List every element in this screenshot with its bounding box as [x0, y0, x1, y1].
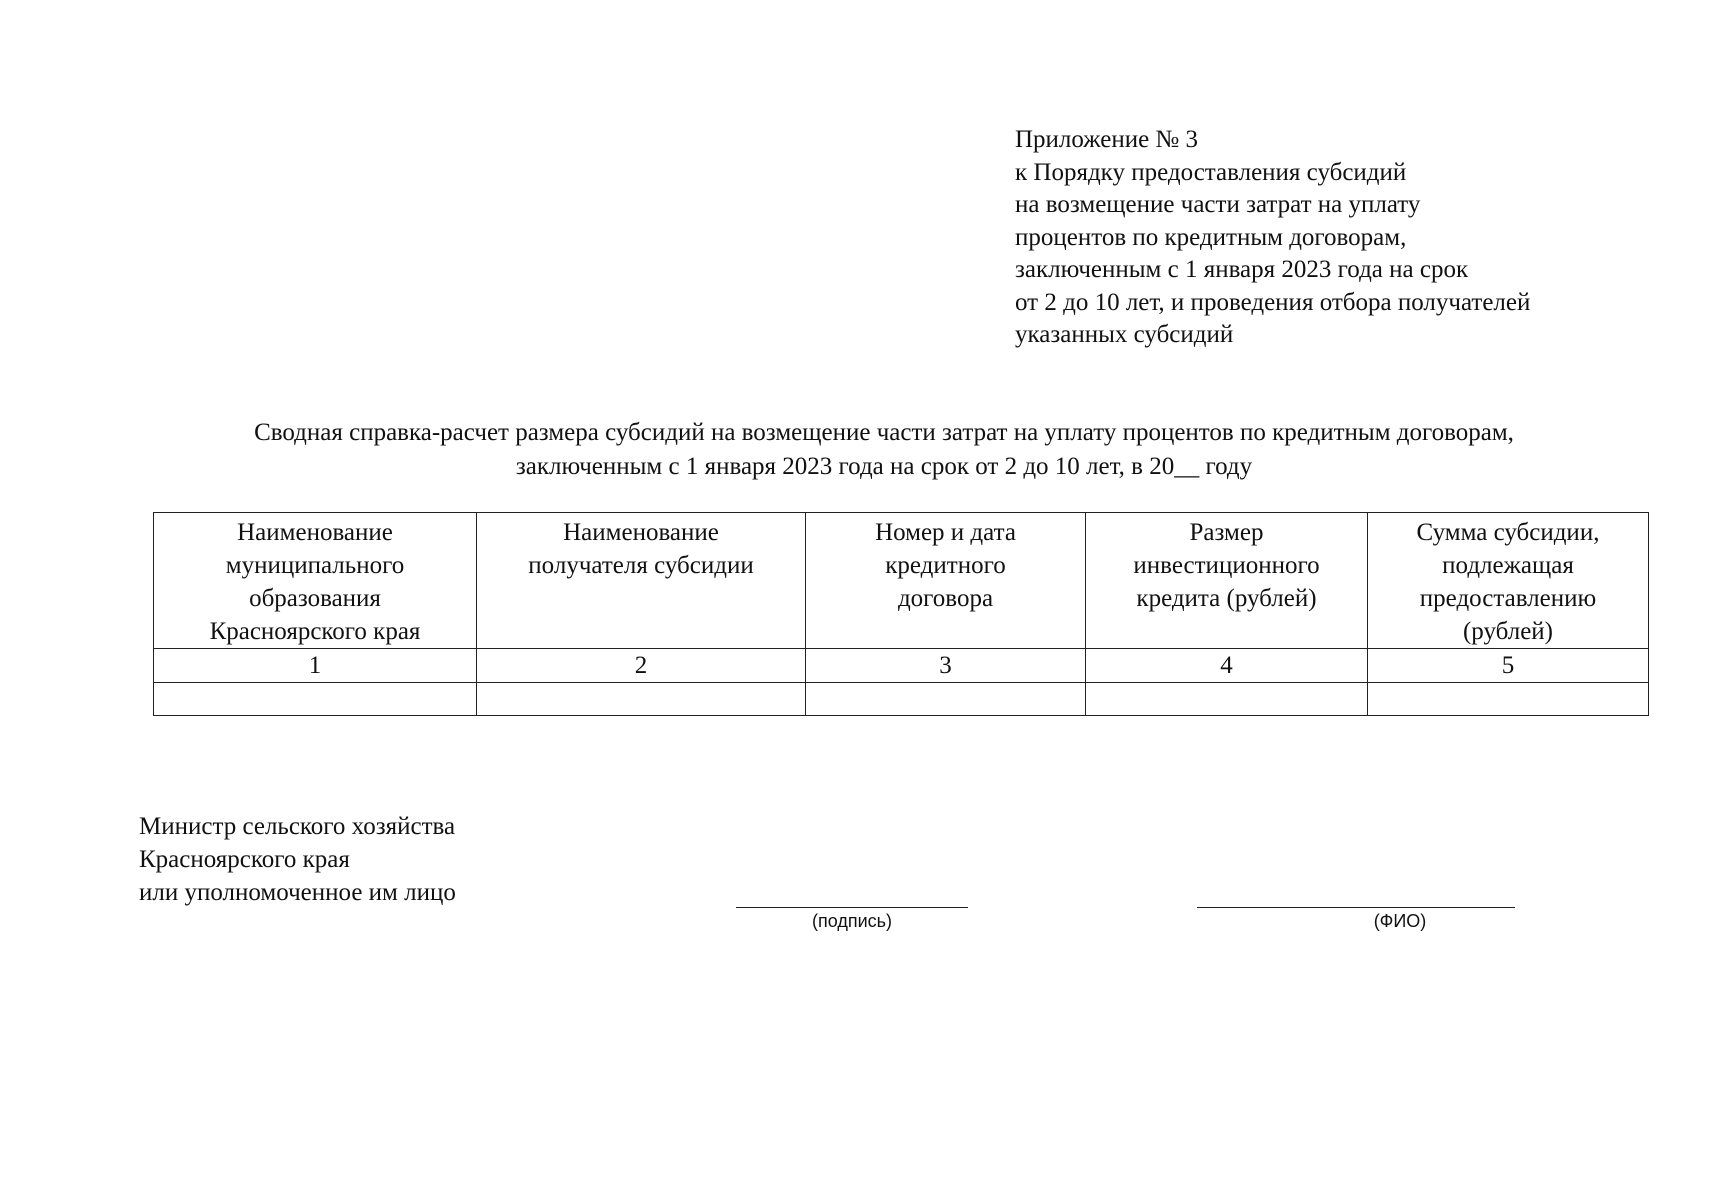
- header-loan-amount: Размер инвестиционного кредита (рублей): [1086, 513, 1368, 649]
- full-name-line: [1197, 907, 1515, 908]
- annex-line: указанных субсидий: [1015, 321, 1234, 348]
- column-number: 3: [806, 649, 1086, 683]
- annex-line: заключенным с 1 января 2023 года на срок: [1015, 256, 1469, 283]
- signer-line: Министр сельского хозяйства: [139, 813, 456, 840]
- document-title: [140, 416, 1628, 484]
- annex-line: от 2 до 10 лет, и проведения отбора получателей: [1015, 288, 1531, 316]
- column-number: 4: [1086, 649, 1368, 683]
- column-number: 5: [1368, 649, 1649, 683]
- signature-line: [736, 907, 968, 908]
- table-cell: [1368, 683, 1649, 716]
- annex-line: Приложение № 3: [1015, 126, 1199, 153]
- signer-line: Красноярского края: [139, 846, 350, 873]
- column-number: 2: [477, 649, 806, 683]
- column-number-row: [154, 649, 1649, 683]
- annex-line: процентов по кредитным договорам,: [1015, 223, 1407, 251]
- column-number: 1: [154, 649, 477, 683]
- header-contract: Номер и дата кредитного договора: [806, 513, 1086, 649]
- table-cell: [477, 683, 806, 716]
- header-subsidy-amount: Сумма субсидии, подлежащая предоставлению (рублей): [1368, 513, 1649, 649]
- full-name-caption: (ФИО): [1373, 911, 1427, 931]
- header-municipality: Наименование муниципального образования Красноярского края: [154, 513, 477, 649]
- signer-block: [139, 810, 456, 909]
- signature-caption: (подпись): [811, 911, 893, 931]
- title-line: заключенным с 1 января 2023 года на срок от 2 до 10 лет, в 20__ году: [515, 453, 1253, 480]
- header-recipient: Наименование получателя субсидии: [477, 513, 806, 649]
- annex-line: к Порядку предоставления субсидий: [1015, 158, 1407, 186]
- signer-line: или уполномоченное им лицо: [139, 879, 456, 906]
- table-row: [154, 683, 1649, 716]
- table-cell: [1086, 683, 1368, 716]
- table-header-row: [154, 513, 1649, 649]
- table-cell: [154, 683, 477, 716]
- table-cell: [806, 683, 1086, 716]
- annex-header: [1015, 124, 1530, 352]
- subsidy-summary-table: [153, 512, 1649, 716]
- annex-line: на возмещение части затрат на уплату: [1015, 191, 1421, 218]
- title-line: Сводная справка-расчет размера субсидий на возмещение части затрат на уплату процентов по кредитным договорам,: [254, 419, 1514, 446]
